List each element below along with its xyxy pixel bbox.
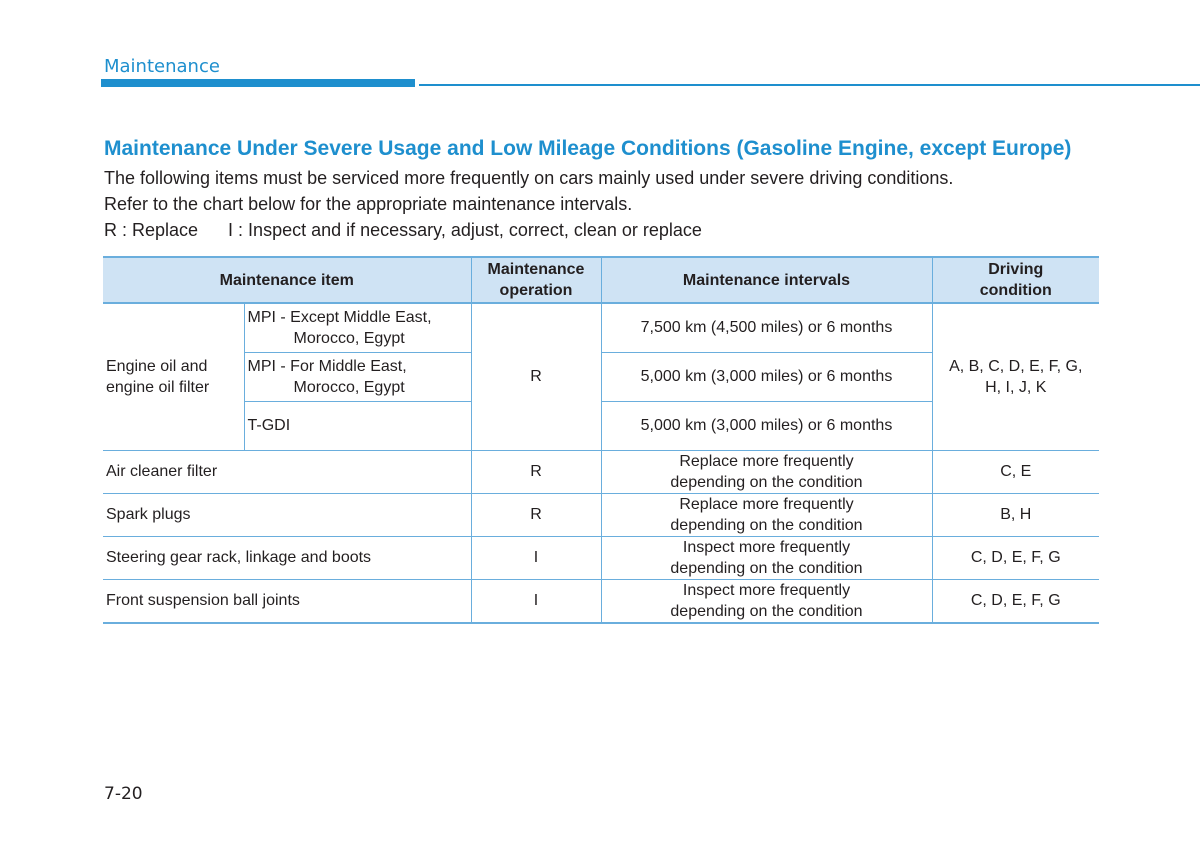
legend-line xyxy=(104,220,702,241)
engine-variant-interval: 5,000 km (3,000 miles) or 6 months xyxy=(601,401,932,450)
row-item: Steering gear rack, linkage and boots xyxy=(103,536,471,579)
intro-line-2: Refer to the chart below for the appropriate maintenance intervals. xyxy=(104,194,633,214)
header-maintenance-intervals: Maintenance intervals xyxy=(601,257,932,303)
table-row xyxy=(103,493,1099,536)
table-row xyxy=(103,450,1099,493)
row-operation: R xyxy=(471,493,601,536)
row-interval: Inspect more frequently depending on the condition xyxy=(601,536,932,579)
row-condition: C, D, E, F, G xyxy=(932,579,1099,623)
row-item: Spark plugs xyxy=(103,493,471,536)
page-number: 7-20 xyxy=(104,784,143,804)
page-title: Maintenance Under Severe Usage and Low Mileage Conditions (Gasoline Engine, except Europe) xyxy=(104,137,1072,160)
engine-oil-condition: A, B, C, D, E, F, G, H, I, J, K xyxy=(932,303,1099,450)
row-condition: B, H xyxy=(932,493,1099,536)
engine-variant-interval: 5,000 km (3,000 miles) or 6 months xyxy=(601,352,932,401)
legend-replace: R : Replace xyxy=(104,220,199,240)
table-row xyxy=(103,536,1099,579)
row-operation: I xyxy=(471,536,601,579)
table-row xyxy=(103,303,1099,352)
engine-oil-item: Engine oil and engine oil filter xyxy=(103,303,244,450)
row-condition: C, D, E, F, G xyxy=(932,536,1099,579)
row-item: Front suspension ball joints xyxy=(103,579,471,623)
row-operation: I xyxy=(471,579,601,623)
row-operation: R xyxy=(471,450,601,493)
row-interval: Replace more frequently depending on the condition xyxy=(601,450,932,493)
header-rule-thick xyxy=(101,79,415,87)
row-condition: C, E xyxy=(932,450,1099,493)
header-driving-condition: Driving condition xyxy=(932,257,1099,303)
table-row xyxy=(103,579,1099,623)
engine-variant-interval: 7,500 km (4,500 miles) or 6 months xyxy=(601,303,932,352)
legend-inspect: I : Inspect and if necessary, adjust, correct, clean or replace xyxy=(228,220,702,240)
header-maintenance-operation: Maintenance operation xyxy=(471,257,601,303)
row-item: Air cleaner filter xyxy=(103,450,471,493)
engine-variant-tgdi: T-GDI xyxy=(244,401,471,450)
row-interval: Inspect more frequently depending on the condition xyxy=(601,579,932,623)
section-header: Maintenance xyxy=(104,56,220,77)
row-interval: Replace more frequently depending on the condition xyxy=(601,493,932,536)
engine-oil-operation: R xyxy=(471,303,601,450)
header-rule-thin xyxy=(419,84,1200,86)
maintenance-table xyxy=(103,256,1099,624)
table-header-row xyxy=(103,257,1099,303)
header-maintenance-item: Maintenance item xyxy=(103,257,471,303)
engine-variant-mpi-middle-east: MPI - For Middle East, Morocco, Egypt xyxy=(244,352,471,401)
engine-variant-mpi-except: MPI - Except Middle East, Morocco, Egypt xyxy=(244,303,471,352)
intro-line-1: The following items must be serviced more frequently on cars mainly used under severe driving conditions. xyxy=(104,168,954,188)
